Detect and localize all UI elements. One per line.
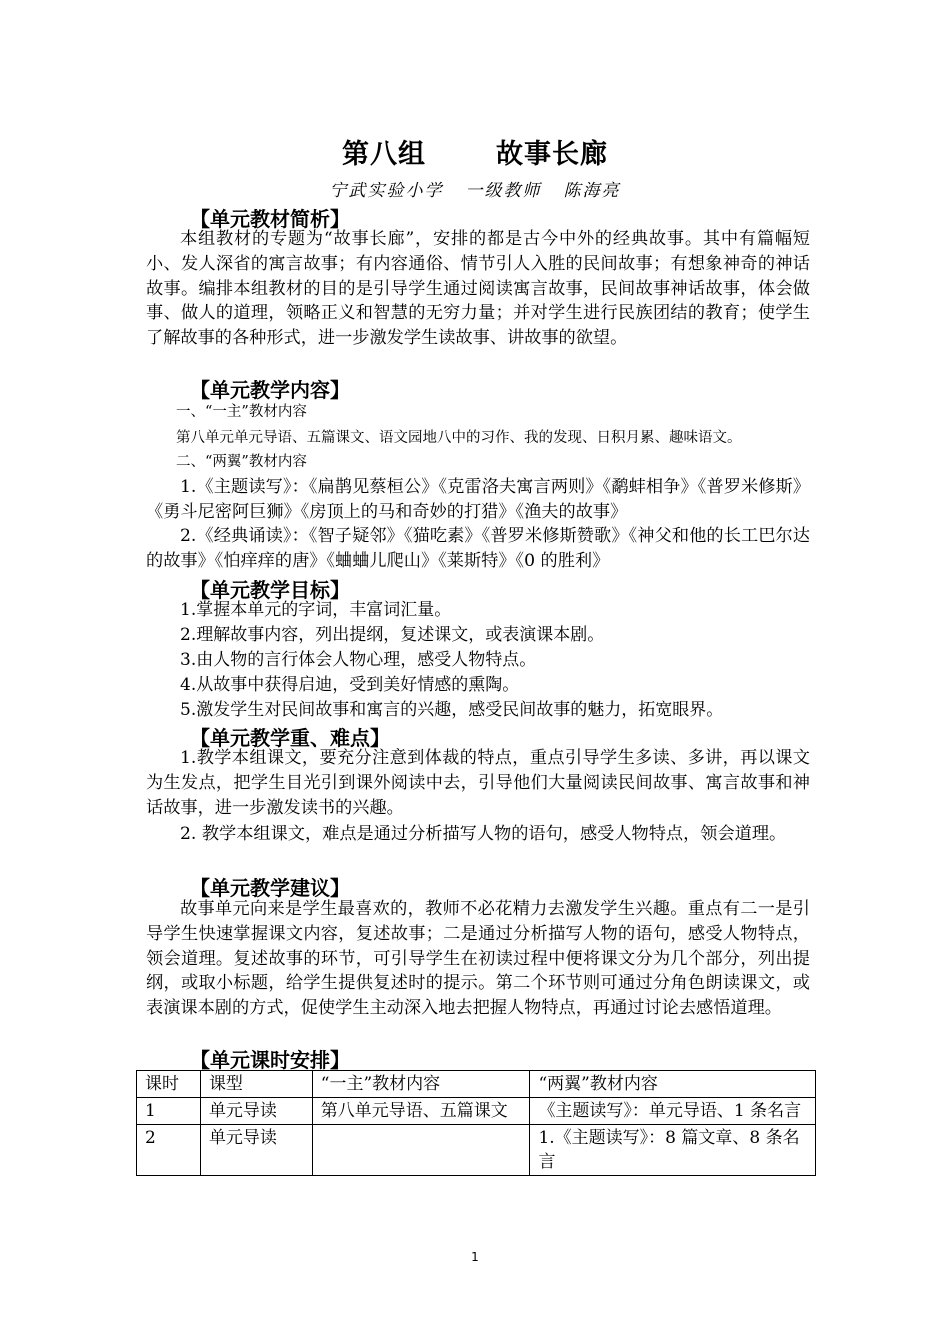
content-sub1-text: 第八单元单元导语、五篇课文、语文园地八中的习作、我的发现、日积月累、趣味语文。 xyxy=(176,430,742,446)
table-header-cell: “两翼”教材内容 xyxy=(530,1071,816,1098)
author-rank: 一级教师 xyxy=(465,181,542,201)
key-point-1: 1.教学本组课文，要充分注意到体裁的特点，重点引导学生多读、多讲，再以课文为生发点，把学生目光引到课外阅读中去，引导他们大量阅读民间故事、寓言故事和神话故事，进一步激发读书的兴趣。 xyxy=(146,748,810,818)
section-heading-schedule: 【单元课时安排】 xyxy=(190,1048,350,1072)
goal-item: 4.从故事中获得启迪，受到美好情感的熏陶。 xyxy=(180,675,520,695)
content-sub2: 二、“两翼”教材内容 xyxy=(176,454,307,470)
table-row xyxy=(137,1098,816,1125)
table-cell xyxy=(312,1125,530,1176)
goal-item: 1.掌握本单元的字词，丰富词汇量。 xyxy=(180,600,452,620)
table-header-cell: 课时 xyxy=(137,1071,201,1098)
page-title xyxy=(0,132,950,171)
goal-item: 5.激发学生对民间故事和寓言的兴趣，感受民间故事的魅力，拓宽眼界。 xyxy=(180,700,724,720)
analysis-paragraph: 本组教材的专题为“故事长廊”，安排的都是古今中外的经典故事。其中有篇幅短小、发人深省的寓言故事；有内容通俗、情节引人入胜的民间故事；有想象神奇的神话故事。编排本组教材的目的是引导学生通过阅读寓言故事，民间故事神话故事，体会做事、做人的道理，领略正义和智慧的无穷力量；并对学生进行民族团结的教育；使学生了解故事的各种形式，进一步激发学生读故事、讲故事的欲望。 xyxy=(146,229,810,349)
title-group: 第八组 xyxy=(342,139,426,170)
page-number: 1 xyxy=(471,1250,479,1264)
section-heading-suggestions: 【单元教学建议】 xyxy=(190,876,350,900)
content-item2: 2.《经典诵读》：《智子疑邻》《猫吃素》《普罗米修斯赞歌》《神父和他的长工巴尔达的故事》《怕痒痒的唐》《蛐蛐儿爬山》《莱斯特》《0 的胜利》 xyxy=(146,526,810,571)
table-header-row xyxy=(137,1071,816,1098)
table-cell: 第八单元导语、五篇课文 xyxy=(312,1098,530,1125)
table-cell: 1 xyxy=(137,1098,201,1125)
author-school: 宁武实验小学 xyxy=(329,181,444,201)
table-cell: 2 xyxy=(137,1125,201,1176)
content-item1: 1.《主题读写》：《扁鹊见蔡桓公》《克雷洛夫寓言两则》《鹬蚌相争》《普罗米修斯》《勇斗尼密阿巨狮》《房顶上的马和奇妙的打猎》《渔夫的故事》 xyxy=(146,477,810,522)
title-name: 故事长廊 xyxy=(496,139,608,170)
key-point-2: 2. 教学本组课文，难点是通过分析描写人物的语句，感受人物特点，领会道理。 xyxy=(180,824,787,844)
table-header-cell: “一主”教材内容 xyxy=(312,1071,530,1098)
author-line xyxy=(0,176,950,201)
table-header-cell: 课型 xyxy=(200,1071,312,1098)
section-heading-content: 【单元教学内容】 xyxy=(190,378,350,402)
table-row xyxy=(137,1125,816,1176)
content-sub1: 一、“一主”教材内容 xyxy=(176,404,307,420)
section-heading-analysis: 【单元教材简析】 xyxy=(190,207,350,231)
table-cell: 1.《主题读写》：8 篇文章、8 条名言 xyxy=(530,1125,816,1176)
author-name: 陈海亮 xyxy=(563,181,621,201)
table-cell: 《主题读写》：单元导语、1 条名言 xyxy=(530,1098,816,1125)
goal-item: 2.理解故事内容，列出提纲，复述课文，或表演课本剧。 xyxy=(180,625,605,645)
goal-item: 3.由人物的言行体会人物心理，感受人物特点。 xyxy=(180,650,537,670)
section-heading-goals: 【单元教学目标】 xyxy=(190,578,350,602)
table-cell: 单元导读 xyxy=(200,1098,312,1125)
schedule-table xyxy=(136,1070,816,1176)
table-cell: 单元导读 xyxy=(200,1125,312,1176)
suggestions-paragraph: 故事单元向来是学生最喜欢的，教师不必花精力去激发学生兴趣。重点有二一是引导学生快速掌握课文内容，复述故事；二是通过分析描写人物的语句，感受人物特点，领会道理。复述故事的环节，可引导学生在初读过程中便将课文分为几个部分，列出提纲，或取小标题，给学生提供复述时的提示。第二个环节则可通过分角色朗读课文，或表演课本剧的方式，促使学生主动深入地去把握人物特点，再通过讨论去感悟道理。 xyxy=(146,899,810,1019)
section-heading-key-points: 【单元教学重、难点】 xyxy=(190,726,390,750)
